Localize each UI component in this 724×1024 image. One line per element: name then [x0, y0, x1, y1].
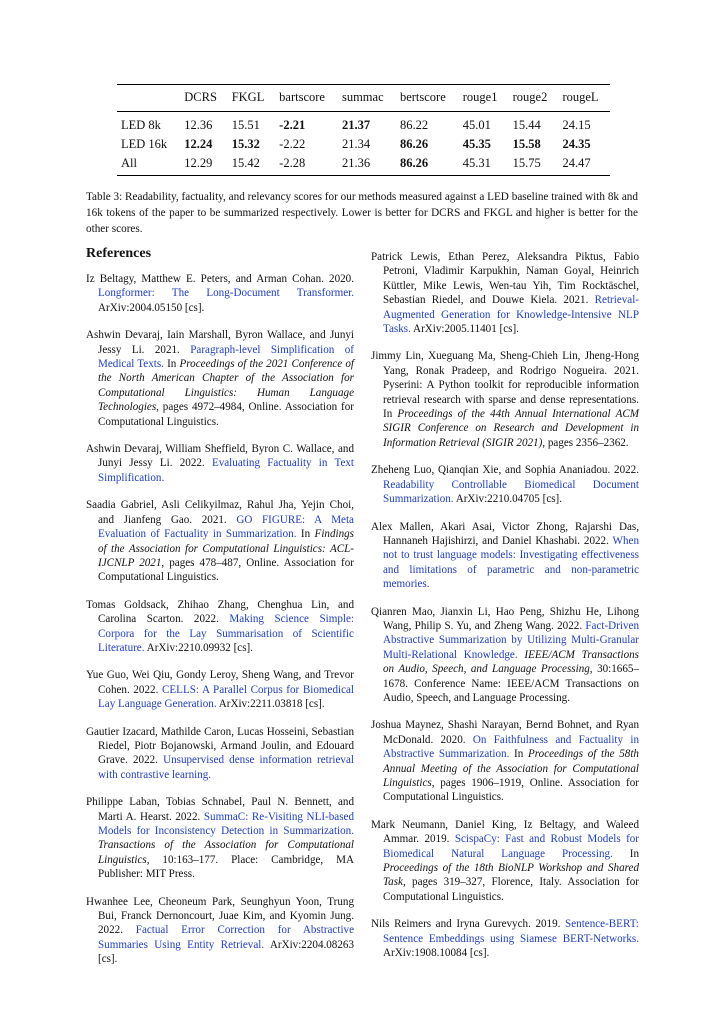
reference-link[interactable]: Making Science Simple: Corpora for the Lay Summarisation of Scientific Literature.	[98, 613, 354, 654]
reference-text: Joshua Maynez, Shashi Narayan, Bernd Bohnet, and Ryan McDonald. 2020.	[371, 719, 639, 746]
reference-link[interactable]: Retrieval-Augmented Generation for Knowledge-Intensive NLP Tasks.	[383, 294, 639, 336]
table-cell: 45.31	[462, 156, 491, 170]
reference-entry	[86, 272, 354, 315]
table-cell: 12.29	[184, 156, 213, 170]
reference-text: Tomas Goldsack, Zhihao Zhang, Chenghua Lin, and Carolina Scarton. 2022.	[86, 598, 354, 626]
table-cell: 15.75	[512, 156, 541, 170]
reference-entry	[371, 463, 639, 506]
table-cell: 15.51	[231, 118, 260, 132]
reference-link[interactable]: SummaC: Re-Visiting NLI-based Models for Inconsistency Detection in Summarization.	[98, 810, 354, 837]
reference-text: Mark Neumann, Daniel King, Iz Beltagy, and Waleed Ammar. 2019.	[371, 818, 639, 846]
reference-link[interactable]: Sentence-BERT: Sentence Embeddings using Siamese BERT-Networks.	[383, 918, 639, 945]
reference-text: Jimmy Lin, Xueguang Ma, Sheng-Chieh Lin, Jheng-Hong Yang, Ronak Pradeep, and Rodrigo Nogueira. 2021. Pyserini: A Python toolkit for reproducible information retrieval research with sparse and dense representations. In	[371, 350, 639, 421]
table-header-cell: bertscore	[399, 90, 446, 104]
reference-entry	[371, 818, 639, 904]
table-header-cell: FKGL	[231, 90, 265, 104]
reference-entry	[86, 442, 354, 485]
table-header-cell: rouge2	[512, 90, 548, 104]
reference-text: ArXiv:2210.09932 [cs].	[144, 641, 253, 654]
table-row	[117, 135, 610, 154]
reference-venue: IEEE/ACM Transactions on Audio, Speech, and Language Processing	[383, 648, 639, 676]
reference-link[interactable]: Paragraph-level Simplification of Medical Texts.	[98, 343, 354, 371]
reference-entry	[86, 328, 354, 429]
reference-text: Patrick Lewis, Ethan Perez, Aleksandra Piktus, Fabio Petroni, Vladimir Karpukhin, Naman Goyal, Heinrich Küttler, Mike Lewis, Wen-tau Yih, Tim Rocktäschel, Sebastian Riedel, and Douwe Kiela. 2021.	[371, 251, 639, 307]
reference-entry	[371, 917, 639, 960]
row-label: All	[121, 156, 137, 170]
reference-link[interactable]: Longformer: The Long-Document Transformer.	[98, 287, 354, 300]
reference-text: Saadia Gabriel, Asli Celikyilmaz, Rahul Jha, Yejin Choi, and Jianfeng Gao. 2021.	[86, 499, 354, 526]
table-cell: -2.22	[279, 137, 306, 151]
reference-entry	[86, 725, 354, 783]
reference-entry	[371, 605, 639, 706]
table-cell: 15.58	[512, 137, 541, 151]
table-cell: 21.34	[341, 137, 371, 151]
reference-text: Gautier Izacard, Mathilde Caron, Lucas Hosseini, Sebastian Riedel, Piotr Bojanowski, Armand Joulin, and Edouard Grave. 2022.	[86, 725, 354, 767]
reference-text: In	[296, 528, 315, 541]
table-row	[117, 112, 610, 136]
reference-text: ArXiv:1908.10084 [cs].	[383, 947, 490, 960]
reference-link[interactable]: Evaluating Factuality in Text Simplification.	[98, 457, 354, 484]
references-heading: References	[86, 246, 152, 261]
reference-text: Ashwin Devaraj, Iain Marshall, Byron Wallace, and Junyi Jessy Li. 2021.	[86, 329, 354, 356]
table-header-cell: rougeL	[562, 90, 599, 104]
reference-text: ArXiv:2005.11401 [cs].	[410, 323, 519, 336]
reference-venue: Transactions of the Association for Computational Linguistics	[98, 839, 354, 866]
reference-text: Alex Mallen, Akari Asai, Victor Zhong, Rajarshi Das, Hannaneh Hajishirzi, and Daniel Khashabi. 2022.	[371, 520, 639, 547]
table-cell: 12.24	[184, 137, 213, 151]
reference-venue: Proceedings of the 44th Annual International ACM SIGIR Conference on Research and Development in Information Retrieval (SIGIR 2021)	[383, 408, 639, 449]
table-header-cell: rouge1	[462, 90, 498, 104]
reference-entry	[371, 250, 639, 336]
reference-text: , pages 4972–4984, Online. Association for Computational Linguistics.	[98, 401, 354, 428]
reference-text: Ashwin Devaraj, William Sheffield, Byron C. Wallace, and Junyi Jessy Li. 2022.	[86, 443, 354, 470]
reference-link[interactable]: Readability Controllable Biomedical Document Summarization.	[383, 478, 639, 506]
table-header-cell: summac	[341, 90, 384, 104]
table-header-cell: bartscore	[279, 90, 325, 104]
table-cell: 24.15	[562, 118, 591, 132]
table-cell: 21.37	[341, 118, 371, 132]
reference-venue: Proceedings of the 18th BioNLP Workshop and Shared Task	[383, 862, 639, 889]
table-cell: 86.26	[399, 137, 429, 151]
reference-link[interactable]: Unsupervised dense information retrieval with contrastive learning.	[98, 754, 354, 781]
reference-text: ArXiv:2204.08263 [cs].	[98, 938, 354, 966]
reference-entry	[371, 520, 639, 592]
reference-text: Qianren Mao, Jianxin Li, Hao Peng, Shizhu He, Lihong Wang, Philip S. Yu, and Zheng Wang. 2022.	[371, 605, 639, 632]
reference-text: , pages 1906–1919, Online. Association for Computational Linguistics.	[383, 777, 639, 804]
table-cell: 12.36	[184, 118, 213, 132]
reference-text: Zheheng Luo, Qianqian Xie, and Sophia Ananiadou. 2022.	[371, 464, 639, 477]
reference-link[interactable]: Fact-Driven Abstractive Summarization by Utilizing Multi-Granular Multi-Relational Knowledge.	[383, 619, 639, 661]
reference-text: In	[509, 748, 528, 761]
references-list-left	[86, 272, 354, 967]
table-row	[117, 154, 610, 176]
reference-venue: Findings of the Association for Computational Linguistics: ACL-IJCNLP 2021	[98, 528, 354, 569]
table-cell: 45.35	[462, 137, 491, 151]
table-cell: 86.22	[399, 118, 429, 132]
reference-link[interactable]: CELLS: A Parallel Corpus for Biomedical Lay Language Generation.	[98, 683, 354, 711]
reference-entry	[86, 895, 354, 967]
reference-text: , 30:1665–1678. Conference Name: IEEE/ACM Transactions on Audio, Speech, and Language Processing.	[383, 663, 639, 704]
reference-entry	[86, 598, 354, 656]
table-cell: 86.26	[399, 156, 429, 170]
references-left-column	[86, 246, 354, 980]
reference-text: , pages 2356–2362.	[542, 436, 629, 449]
references-list-right	[371, 250, 639, 960]
reference-text: , pages 478–487, Online. Association for Computational Linguistics.	[98, 556, 354, 584]
reference-text: In	[612, 847, 639, 860]
table-cell: 15.44	[512, 118, 541, 132]
reference-link[interactable]: On Faithfulness and Factuality in Abstractive Summarization.	[383, 733, 639, 761]
table-header	[117, 85, 610, 112]
reference-link[interactable]: Factual Error Correction for Abstractive Summaries Using Entity Retrieval.	[98, 924, 354, 951]
reference-text: , 10:163–177. Place: Cambridge, MA Publisher: MIT Press.	[98, 853, 354, 881]
table-header-cell: DCRS	[184, 90, 217, 104]
reference-entry	[371, 718, 639, 804]
row-label: LED 16k	[121, 137, 168, 151]
reference-entry	[86, 668, 354, 711]
reference-text: ArXiv:2004.05150 [cs].	[98, 301, 205, 314]
reference-text: Iz Beltagy, Matthew E. Peters, and Arman Cohan. 2020.	[86, 273, 354, 285]
row-label: LED 8k	[121, 118, 161, 132]
table-cell: 15.42	[231, 156, 260, 170]
reference-text: In	[163, 358, 180, 371]
reference-text: Philippe Laban, Tobias Schnabel, Paul N. Bennett, and Marti A. Hearst. 2022.	[86, 796, 354, 823]
table-caption: Table 3: Readability, factuality, and relevancy scores for our methods measured against a LED baseline trained with 8k and 16k tokens of the paper to be summarized respectively. Lower is better for DCRS and FKGL and higher is better for the other scores.	[86, 191, 638, 236]
reference-entry	[86, 498, 354, 584]
reference-text: ArXiv:2210.04705 [cs].	[453, 493, 563, 506]
results-table	[117, 84, 610, 176]
reference-venue: Proceedings of the 2021 Conference of the North American Chapter of the Association for Computational Linguistics: Human Language Technologies	[98, 358, 354, 414]
table-cell: 24.47	[562, 156, 591, 170]
reference-text: , pages 319–327, Florence, Italy. Association for Computational Linguistics.	[383, 876, 639, 903]
table-body	[117, 112, 610, 176]
reference-entry	[371, 349, 639, 450]
reference-link[interactable]: When not to trust language models: Investigating effectiveness and limitations of parametric and non-parametric memories.	[383, 534, 639, 591]
table-header-row	[117, 85, 610, 112]
table-cell: 24.35	[562, 137, 591, 151]
table-cell: -2.28	[279, 156, 306, 170]
table-header-cell	[117, 85, 180, 112]
table-cell: 21.36	[341, 156, 371, 170]
references-right-column	[371, 250, 639, 973]
results-table-container	[117, 84, 610, 176]
reference-text: Nils Reimers and Iryna Gurevych. 2019.	[371, 918, 566, 931]
reference-text: Hwanhee Lee, Cheoneum Park, Seunghyun Yoon, Trung Bui, Franck Dernoncourt, Juae Kim, and Kyomin Jung. 2022.	[86, 895, 354, 937]
table-cell: 15.32	[231, 137, 260, 151]
reference-text: ArXiv:2211.03818 [cs].	[216, 698, 325, 711]
reference-text: Yue Guo, Wei Qiu, Gondy Leroy, Sheng Wang, and Trevor Cohen. 2022.	[86, 669, 354, 696]
reference-link[interactable]: GO FIGURE: A Meta Evaluation of Factuality in Summarization.	[98, 513, 354, 541]
table-cell: -2.21	[279, 118, 306, 132]
reference-venue: Proceedings of the 58th Annual Meeting of the Association for Computational Linguistics	[383, 748, 639, 789]
reference-link[interactable]: ScispaCy: Fast and Robust Models for Biomedical Natural Language Processing.	[383, 833, 640, 860]
reference-entry	[86, 795, 354, 881]
table-cell: 45.01	[462, 118, 491, 132]
